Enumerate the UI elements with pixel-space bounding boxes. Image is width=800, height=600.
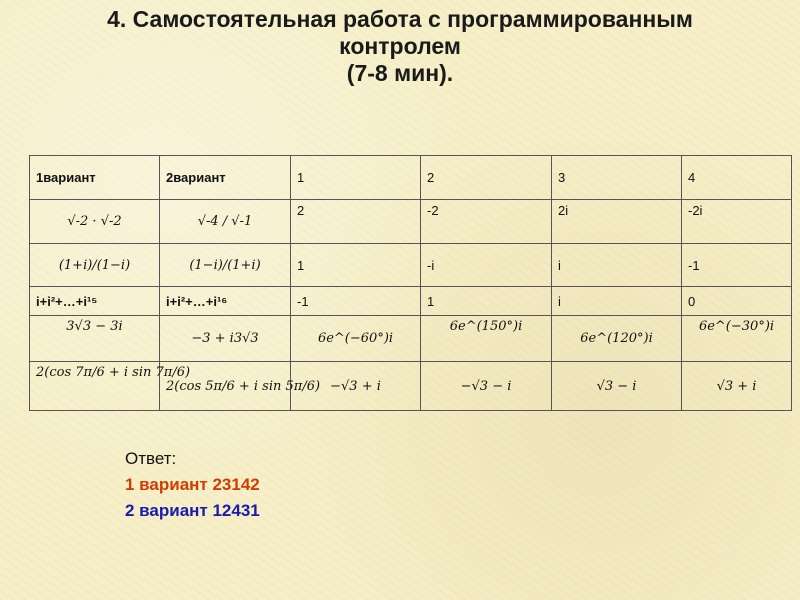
table-row bbox=[30, 200, 792, 244]
header-answer-2: 2 bbox=[421, 156, 552, 200]
task-variant-1: (1+i)/(1−i) bbox=[30, 244, 160, 287]
answer-variant-1: 1 вариант 23142 bbox=[125, 475, 260, 494]
table-row bbox=[30, 287, 792, 316]
header-answer-1: 1 bbox=[291, 156, 421, 200]
answer-cell: 2i bbox=[552, 200, 682, 244]
answer-cell: 1 bbox=[291, 244, 421, 287]
task-variant-2: −3 + i3√3 bbox=[160, 316, 291, 362]
answer-cell: 6e^(150°)i bbox=[421, 316, 552, 362]
header-answer-4: 4 bbox=[682, 156, 792, 200]
table-row bbox=[30, 362, 792, 411]
answer-label: Ответ: bbox=[125, 449, 177, 468]
header-variant-1: 1вариант bbox=[30, 156, 160, 200]
answer-cell: 6e^(120°)i bbox=[552, 316, 682, 362]
answer-variant-2: 2 вариант 12431 bbox=[125, 501, 260, 520]
table-row bbox=[30, 244, 792, 287]
header-variant-2: 2вариант bbox=[160, 156, 291, 200]
task-variant-1: 3√3 − 3i bbox=[30, 316, 160, 362]
task-variant-2: √-4 / √-1 bbox=[160, 200, 291, 244]
answer-cell: 6e^(−60°)i bbox=[291, 316, 421, 362]
task-variant-2: 2(cos 5π/6 + i sin 5π/6) bbox=[160, 362, 291, 411]
answer-cell: -i bbox=[421, 244, 552, 287]
title-line-2: контролем bbox=[339, 33, 461, 59]
exercise-table bbox=[29, 155, 792, 411]
answer-cell: −√3 − i bbox=[421, 362, 552, 411]
answer-cell: i bbox=[552, 244, 682, 287]
task-variant-1: i+i²+…+i¹⁵ bbox=[30, 287, 160, 316]
answer-cell: -1 bbox=[291, 287, 421, 316]
answer-cell: i bbox=[552, 287, 682, 316]
answer-cell: 0 bbox=[682, 287, 792, 316]
answer-cell: -2i bbox=[682, 200, 792, 244]
answer-cell: -2 bbox=[421, 200, 552, 244]
answer-cell: 2 bbox=[291, 200, 421, 244]
task-variant-1: √-2 · √-2 bbox=[30, 200, 160, 244]
task-variant-2: i+i²+…+i¹⁶ bbox=[160, 287, 291, 316]
answer-cell: 1 bbox=[421, 287, 552, 316]
answer-cell: −√3 + i bbox=[291, 362, 421, 411]
task-variant-2: (1−i)/(1+i) bbox=[160, 244, 291, 287]
title-line-3: (7-8 мин). bbox=[346, 60, 454, 86]
table-row bbox=[30, 316, 792, 362]
table-header-row bbox=[30, 156, 792, 200]
answer-block bbox=[125, 446, 260, 524]
header-answer-3: 3 bbox=[552, 156, 682, 200]
answer-cell: 6e^(−30°)i bbox=[682, 316, 792, 362]
answer-cell: -1 bbox=[682, 244, 792, 287]
answer-cell: √3 − i bbox=[552, 362, 682, 411]
title-line-1: 4. Самостоятельная работа с программированным bbox=[107, 6, 693, 32]
page-title bbox=[40, 6, 760, 87]
task-variant-1: 2(cos 7π/6 + i sin 7π/6) bbox=[30, 362, 160, 411]
answer-cell: √3 + i bbox=[682, 362, 792, 411]
